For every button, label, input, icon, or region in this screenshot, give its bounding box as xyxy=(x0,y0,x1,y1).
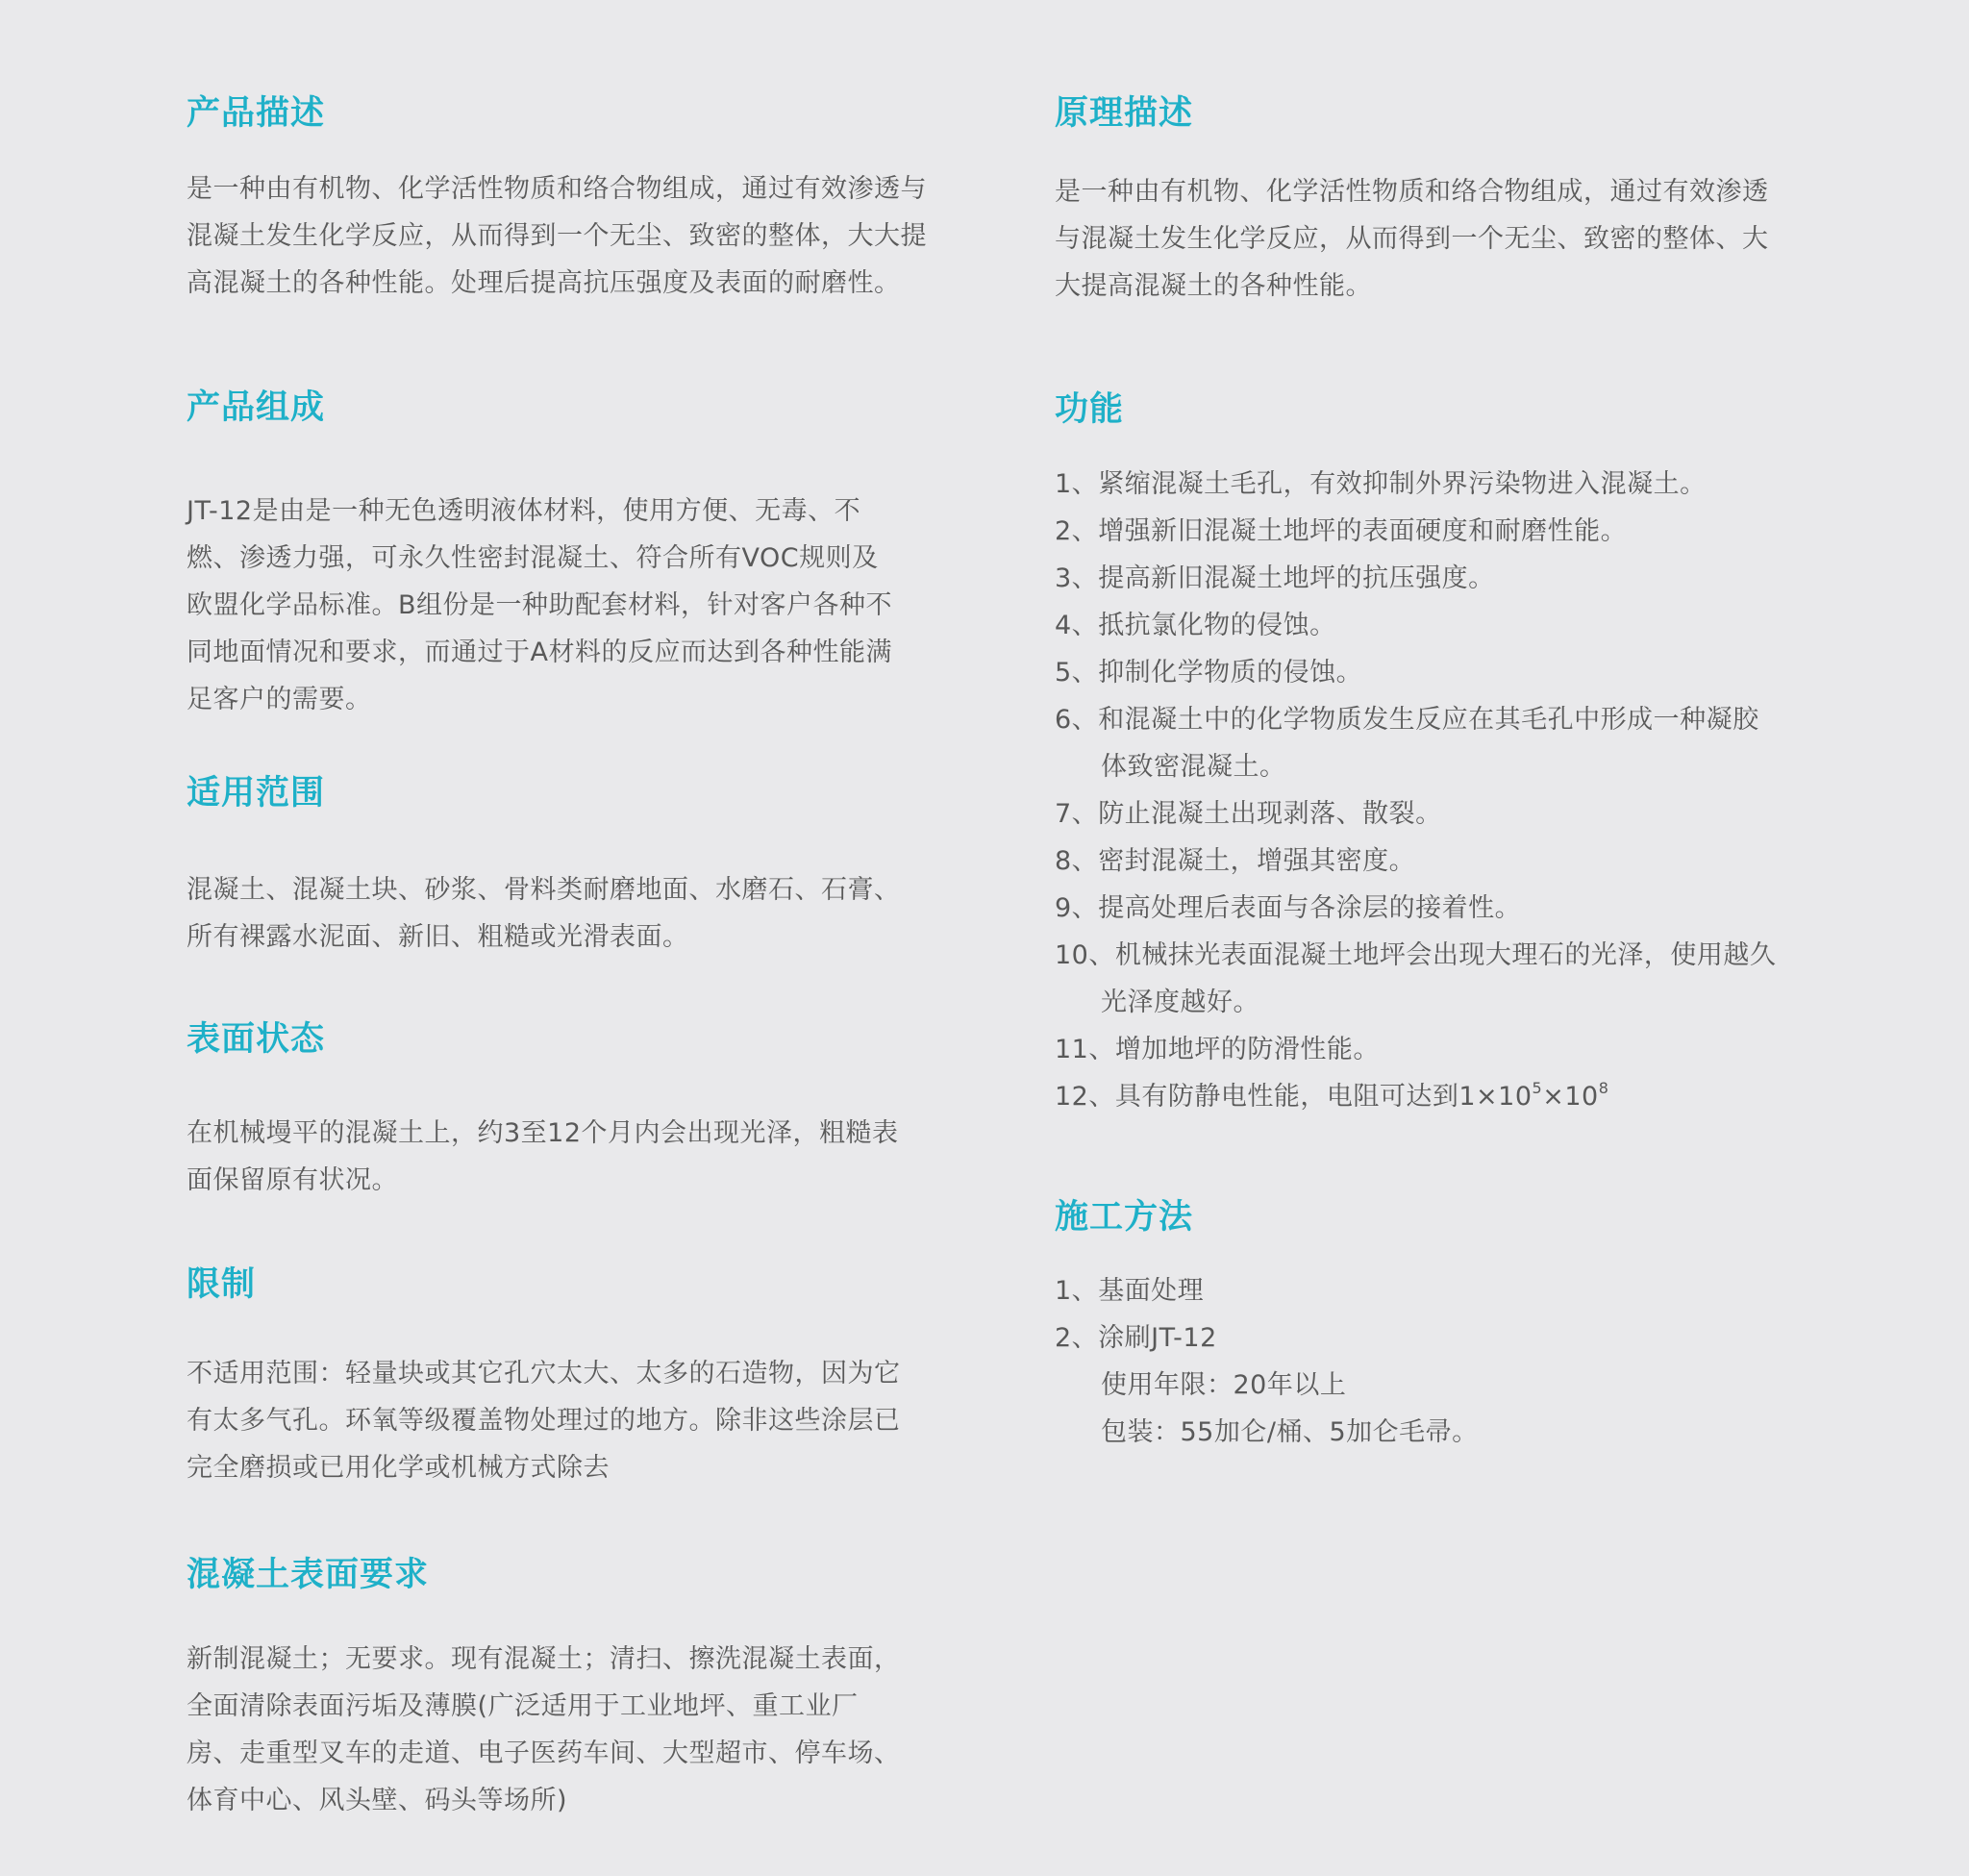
surface-state-text: 在机械墁平的混凝土上，约3至12个月内会出现光泽，粗糙表 面保留原有状况。 xyxy=(187,1118,899,1195)
product-description-text: 是一种由有机物、化学活性物质和络合物组成，通过有效渗透与 混凝土发生化学反应，从而得到一个无尘、致密的整体，大大提 高混凝土的各种性能。处理后提高抗压强度及表面的耐磨性。 xyxy=(187,174,927,298)
list-item: 2、 增强新旧混凝土地坪的表面硬度和耐磨性能。 xyxy=(1055,516,1628,546)
list-item: 3、 提高新旧混凝土地坪的抗压强度。 xyxy=(1055,563,1495,593)
list-item: 10、 机械抹光表面混凝土地坪会出现大理石的光泽，使用越久 xyxy=(1055,940,1777,970)
list-item-continuation: 体致密混凝土。 xyxy=(1101,752,1286,782)
list-item: 4、 抵抗氯化物的侵蚀。 xyxy=(1055,611,1336,640)
list-item: 2、 涂刷JT-12 xyxy=(1055,1323,1217,1353)
scope-heading: 适用范围 xyxy=(187,774,326,813)
list-item: 8、 密封混凝土，增强其密度。 xyxy=(1055,846,1416,876)
list-item: 6、 和混凝土中的化学物质发生反应在其毛孔中形成一种凝胶 xyxy=(1055,705,1759,735)
product-composition-text: JT-12是由是一种无色透明液体材料，使用方便、无毒、不 燃、渗透力强，可永久性密封混凝土、符合所有VOC规则及 欧盟化学品标准。B组份是一种助配套材料，针对客户各种不 同地面情况和要求，而通过于A材料的反应而达到各种性能满 足客户的需要。 xyxy=(187,496,893,714)
service-life: 使用年限：20年以上 xyxy=(1101,1370,1347,1400)
surface-requirements-text: 新制混凝土；无要求。现有混凝土；清扫、擦洗混凝土表面， 全面清除表面污垢及薄膜(广泛适用于工业地坪、重工业厂 房、走重型叉车的走道、电子医药车间、大型超市、停车场、 体育中心、风头壁、码头等场所) xyxy=(187,1644,901,1815)
list-item: 7、 防止混凝土出现剥落、散裂。 xyxy=(1055,799,1442,829)
list-item-continuation: 光泽度越好。 xyxy=(1101,988,1259,1017)
scope-text: 混凝土、混凝土块、砂浆、骨料类耐磨地面、水磨石、石膏、 所有裸露水泥面、新旧、粗糙或光滑表面。 xyxy=(187,875,901,952)
surface-state-heading: 表面状态 xyxy=(187,1020,326,1059)
list-item: 1、 基面处理 xyxy=(1055,1276,1205,1306)
functions-heading: 功能 xyxy=(1055,390,1125,429)
limits-heading: 限制 xyxy=(187,1265,257,1304)
list-item: 1、 紧缩混凝土毛孔，有效抑制外界污染物进入混凝土。 xyxy=(1055,469,1707,499)
functions-list xyxy=(1055,461,1882,1120)
list-item: 12、 具有防静电性能，电阻可达到$1\times 10^5\times 10^8$ xyxy=(1055,1079,1609,1112)
list-item: 9、 提高处理后表面与各涂层的接着性。 xyxy=(1055,893,1522,923)
product-description-heading: 产品描述 xyxy=(187,94,326,133)
product-composition-heading: 产品组成 xyxy=(187,388,326,427)
principle-heading: 原理描述 xyxy=(1055,94,1194,133)
construction-method-heading: 施工方法 xyxy=(1055,1198,1194,1237)
surface-requirements-heading: 混凝土表面要求 xyxy=(187,1556,430,1594)
packaging: 包装：55加仑/桶、5加仑毛帚。 xyxy=(1101,1417,1479,1447)
principle-text: 是一种由有机物、化学活性物质和络合物组成，通过有效渗透 与混凝土发生化学反应，从而得到一个无尘、致密的整体、大 大提高混凝土的各种性能。 xyxy=(1055,177,1769,301)
list-item: 11、 增加地坪的防滑性能。 xyxy=(1055,1035,1380,1064)
limits-text: 不适用范围：轻量块或其它孔穴太大、太多的石造物，因为它 有太多气孔。环氧等级覆盖物处理过的地方。除非这些涂层已 完全磨损或已用化学或机械方式除去 xyxy=(187,1359,901,1483)
list-item: 5、 抑制化学物质的侵蚀。 xyxy=(1055,658,1363,688)
construction-method-list xyxy=(1055,1267,1882,1456)
